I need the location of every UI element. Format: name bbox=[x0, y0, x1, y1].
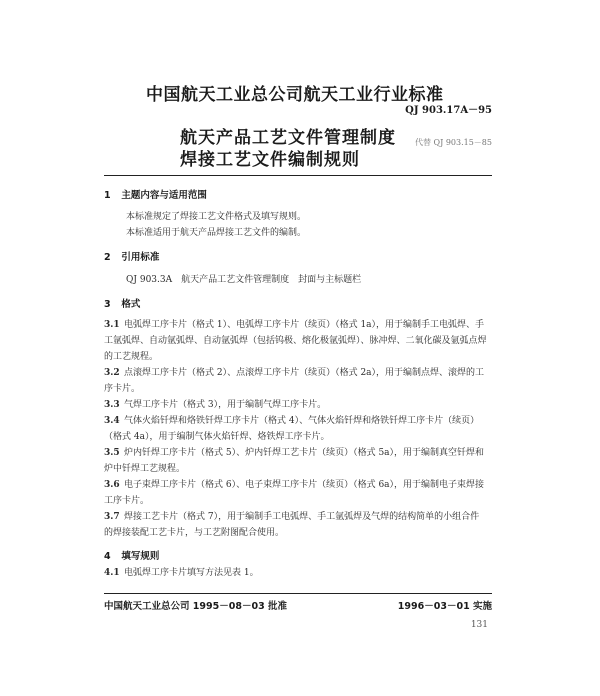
footer-divider bbox=[104, 593, 492, 594]
clause-number: 3.2 bbox=[104, 368, 120, 378]
clause-number: 3.1 bbox=[104, 320, 120, 330]
section-title: 填写规则 bbox=[121, 551, 160, 562]
section-4-heading bbox=[104, 548, 159, 562]
section-1-paragraph-1: 本标准规定了焊接工艺文件格式及填写规则。 bbox=[126, 212, 307, 222]
issuing-organization: 中国航天工业总公司航天工业行业标准 bbox=[146, 85, 444, 105]
section-title: 引用标准 bbox=[121, 252, 160, 263]
standard-number: QJ 903.17A－95 bbox=[405, 105, 492, 116]
section-number: 1 bbox=[104, 190, 111, 201]
clause-number: 3.6 bbox=[104, 480, 120, 490]
section-2-heading bbox=[104, 249, 159, 263]
clause-number: 3.5 bbox=[104, 448, 120, 458]
clause-text: 电子束焊工序卡片（格式 6）、电子束焊工序卡片（续页）（格式 6a），用于编制电子束焊接工序卡片。 bbox=[104, 480, 485, 506]
clause-number: 3.4 bbox=[104, 416, 120, 426]
clause-3-3 bbox=[104, 397, 488, 413]
clause-3-6 bbox=[104, 477, 488, 509]
page-number: 131 bbox=[470, 620, 488, 630]
document-title-line1: 航天产品工艺文件管理制度 bbox=[180, 128, 396, 148]
clause-text: 气体火焰钎焊和烙铁钎焊工序卡片（格式 4）、气体火焰钎焊和烙铁钎焊工序卡片（续页）（格式 4a），用于编制气体火焰钎焊、烙铁焊工序卡片。 bbox=[104, 416, 480, 442]
clause-3-4 bbox=[104, 413, 488, 445]
reference-standard: QJ 903.3A 航天产品工艺文件管理制度 封面与主标题栏 bbox=[126, 275, 362, 285]
clause-number: 3.7 bbox=[104, 512, 120, 522]
replaces-standard: 代替 QJ 903.15－85 bbox=[414, 138, 492, 147]
clause-text: 炉内钎焊工序卡片（格式 5）、炉内钎焊工艺卡片（续页）（格式 5a），用于编制真空钎焊和炉中钎焊工艺规程。 bbox=[104, 448, 485, 474]
effective-date: 1996－03－01 实施 bbox=[397, 601, 492, 612]
approval-line: 中国航天工业总公司 1995－08－03 批准 bbox=[104, 601, 287, 612]
header-divider bbox=[104, 175, 492, 176]
section-number: 4 bbox=[104, 551, 111, 562]
clause-text: 点滚焊工序卡片（格式 2）、点滚焊工序卡片（续页）（格式 2a），用于编制点焊、滚焊的工序卡片。 bbox=[104, 368, 485, 394]
section-1-paragraph-2: 本标准适用于航天产品焊接工艺文件的编制。 bbox=[126, 228, 307, 238]
clause-3-7 bbox=[104, 509, 488, 541]
clause-4-1 bbox=[104, 565, 488, 581]
clause-text: 电弧焊工序卡片（格式 1）、电弧焊工序卡片（续页）（格式 1a），用于编制手工电弧焊、手工氩弧焊、自动氩弧焊、自动氩弧焊（包括钨极、熔化极氩弧焊）、脉冲焊、二氧化碳及氩弧点焊的工艺规程。 bbox=[104, 320, 487, 362]
clause-text: 气焊工序卡片（格式 3），用于编制气焊工序卡片。 bbox=[124, 400, 327, 410]
section-number: 3 bbox=[104, 299, 111, 310]
document-title-line2: 焊接工艺文件编制规则 bbox=[180, 150, 360, 170]
section-3-heading bbox=[104, 296, 140, 310]
clause-3-5 bbox=[104, 445, 488, 477]
section-title: 主题内容与适用范围 bbox=[121, 190, 207, 201]
clause-number: 4.1 bbox=[104, 568, 120, 578]
clause-3-1 bbox=[104, 317, 488, 365]
clause-text: 焊接工艺卡片（格式 7），用于编制手工电弧焊、手工氩弧焊及气焊的结构简单的小组合件的焊接装配工艺卡片，与工艺附图配合使用。 bbox=[104, 512, 480, 538]
section-1-heading bbox=[104, 187, 207, 201]
clause-text: 电弧焊工序卡片填写方法见表 1。 bbox=[124, 568, 259, 578]
section-title: 格式 bbox=[121, 299, 141, 310]
section-number: 2 bbox=[104, 252, 111, 263]
clause-number: 3.3 bbox=[104, 400, 120, 410]
clause-3-2 bbox=[104, 365, 488, 397]
